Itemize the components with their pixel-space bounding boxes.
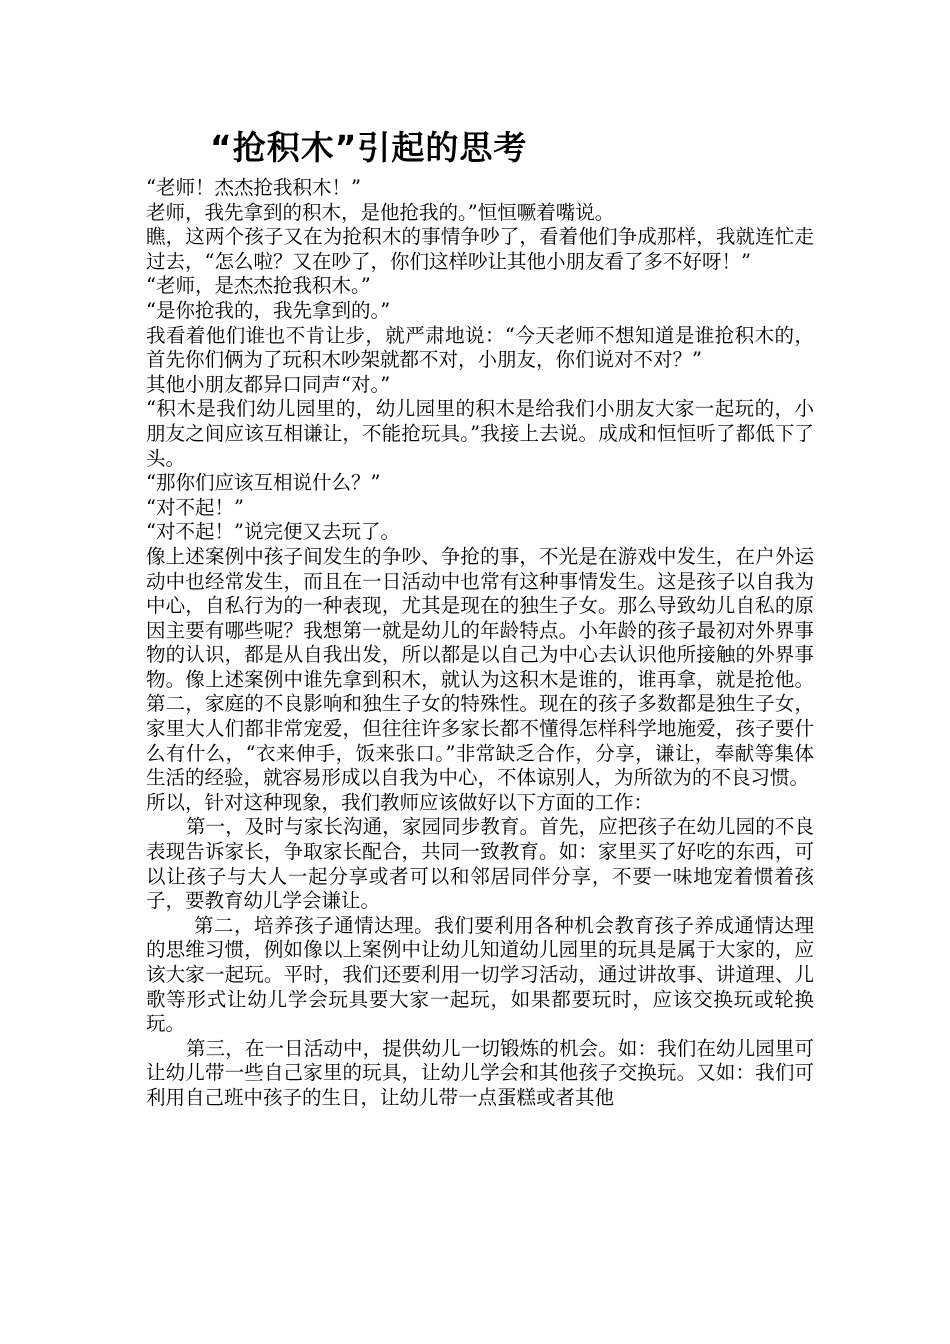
document-body [146,176,814,1111]
paragraph: 第二，培养孩子通情达理。我们要利用各种机会教育孩子养成通情达理的思维习惯，例如像以上案例中让幼儿知道幼儿园里的玩具是属于大家的，应该大家一起玩。平时，我们还要利用一切学习活动，通过讲故事、讲道理、儿歌等形式让幼儿学会玩具要大家一起玩，如果都要玩时，应该交换玩或轮换玩。 [146,913,814,1036]
paragraph: 像上述案例中孩子间发生的争吵、争抢的事，不光是在游戏中发生，在户外运动中也经常发生，而且在一日活动中也常有这种事情发生。这是孩子以自我为中心，自私行为的一种表现，尤其是现在的独生子女。那么导致幼儿自私的原因主要有哪些呢？我想第一就是幼儿的年龄特点。小年龄的孩子最初对外界事物的认识，都是从自我出发，所以都是以自己为中心去认识他所接触的外界事物。像上述案例中谁先拿到积木，就认为这积木是谁的，谁再拿，就是抢他。第二，家庭的不良影响和独生子女的特殊性。现在的孩子多数都是独生子女，家里大人们都非常宠爱，但往往许多家长都不懂得怎样科学地施爱，孩子要什么有什么，“衣来伸手，饭来张口。”非常缺乏合作，分享，谦让，奉献等集体生活的经验，就容易形成以自我为中心，不体谅别人，为所欲为的不良习惯。 [146,544,814,790]
paragraph: “对不起！”说完便又去玩了。 [146,520,400,544]
paragraph: “老师！杰杰抢我积木！” [146,176,361,199]
paragraph: “老师，是杰杰抢我积木。” [146,274,371,298]
paragraph: 第三，在一日活动中，提供幼儿一切锻炼的机会。如：我们在幼儿园里可让幼儿带一些自己家里的玩具，让幼儿学会和其他孩子交换玩。又如：我们可利用自己班中孩子的生日，让幼儿带一点蛋糕或者其他 [146,1036,814,1109]
paragraph: 其他小朋友都异口同声“对。” [146,372,391,396]
paragraph: 瞧，这两个孩子又在为抢积木的事情争吵了，看着他们争成那样，我就连忙走过去，“怎么啦？又在吵了，你们这样吵让其他小朋友看了多不好呀！” [146,225,814,273]
paragraph: “积木是我们幼儿园里的，幼儿园里的积木是给我们小朋友大家一起玩的，小朋友之间应该互相谦让，不能抢玩具。”我接上去说。成成和恒恒听了都低下了头。 [146,397,814,470]
paragraph: “是你抢我的，我先拿到的。” [146,298,391,322]
paragraph: 第一，及时与家长沟通，家园同步教育。首先，应把孩子在幼儿园的不良表现告诉家长，争取家长配合，共同一致教育。如：家里买了好吃的东西，可以让孩子与大人一起分享或者可以和邻居同伴分享，不要一味地宠着惯着孩子，要教育幼儿学会谦让。 [146,815,814,913]
document-title: “抢积木”引起的思考 [210,128,528,167]
paragraph: 老师，我先拿到的积木，是他抢我的。”恒恒噘着嘴说。 [146,200,615,224]
paragraph: 所以，针对这种现象，我们教师应该做好以下方面的工作： [146,790,654,814]
paragraph: “那你们应该互相说什么？” [146,471,381,495]
paragraph: “对不起！” [146,495,244,519]
paragraph: 我看着他们谁也不肯让步，就严肃地说：“今天老师不想知道是谁抢积木的，首先你们俩为了玩积木吵架就都不对，小朋友，你们说对不对？” [146,323,814,372]
